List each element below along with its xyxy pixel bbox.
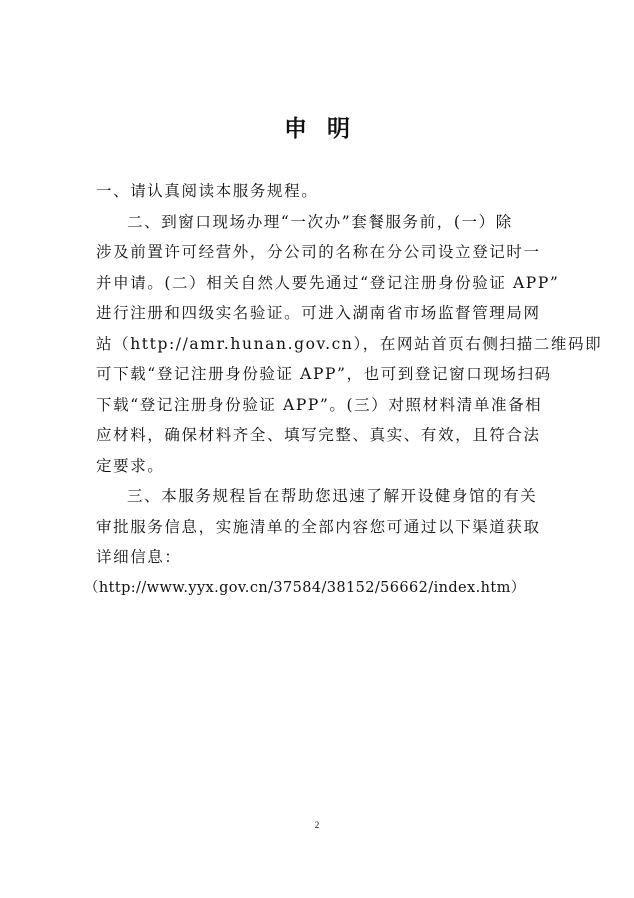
document-body	[84, 176, 603, 603]
paragraph-line: 下载“登记注册身份验证 APP”。(三）对照材料清单准备相	[96, 395, 543, 414]
paragraph-line: 详细信息：	[96, 548, 182, 566]
paragraph-line: 一、请认真阅读本服务规程。	[96, 182, 319, 200]
page-title: 申明	[284, 116, 370, 142]
paragraph-line: 可下载“登记注册身份验证 APP”，也可到登记窗口现场扫码	[96, 365, 552, 383]
paragraph-line: 进行注册和四级实名验证。可进入湖南省市场监督管理局网	[96, 304, 541, 322]
paragraph-2	[96, 207, 603, 482]
paragraph-line: 并申请。(二）相关自然人要先通过“登记注册身份验证 APP”	[96, 273, 560, 292]
page-number: 2	[314, 820, 320, 830]
reference-url: （http://www.yyx.gov.cn/37584/38152/56662/index.htm）	[84, 579, 526, 596]
paragraph-line: 二、到窗口现场办理“一次办”套餐服务前，(一）除	[127, 212, 513, 231]
paragraph-1	[96, 176, 542, 207]
paragraph-line: 三、本服务规程旨在帮助您迅速了解开设健身馆的有关	[127, 487, 538, 505]
paragraph-line: 定要求。	[96, 456, 165, 475]
paragraph-line: 站（http://amr.hunan.gov.cn），在网站首页右侧扫描二维码即	[96, 334, 603, 353]
paragraph-3	[96, 481, 542, 573]
paragraph-line: 审批服务信息，实施清单的全部内容您可通过以下渠道获取	[96, 517, 541, 536]
paragraph-line: 涉及前置许可经营外，分公司的名称在分公司设立登记时一	[96, 243, 541, 261]
paragraph-line: 应材料，确保材料齐全、填写完整、真实、有效，且符合法	[96, 426, 541, 444]
